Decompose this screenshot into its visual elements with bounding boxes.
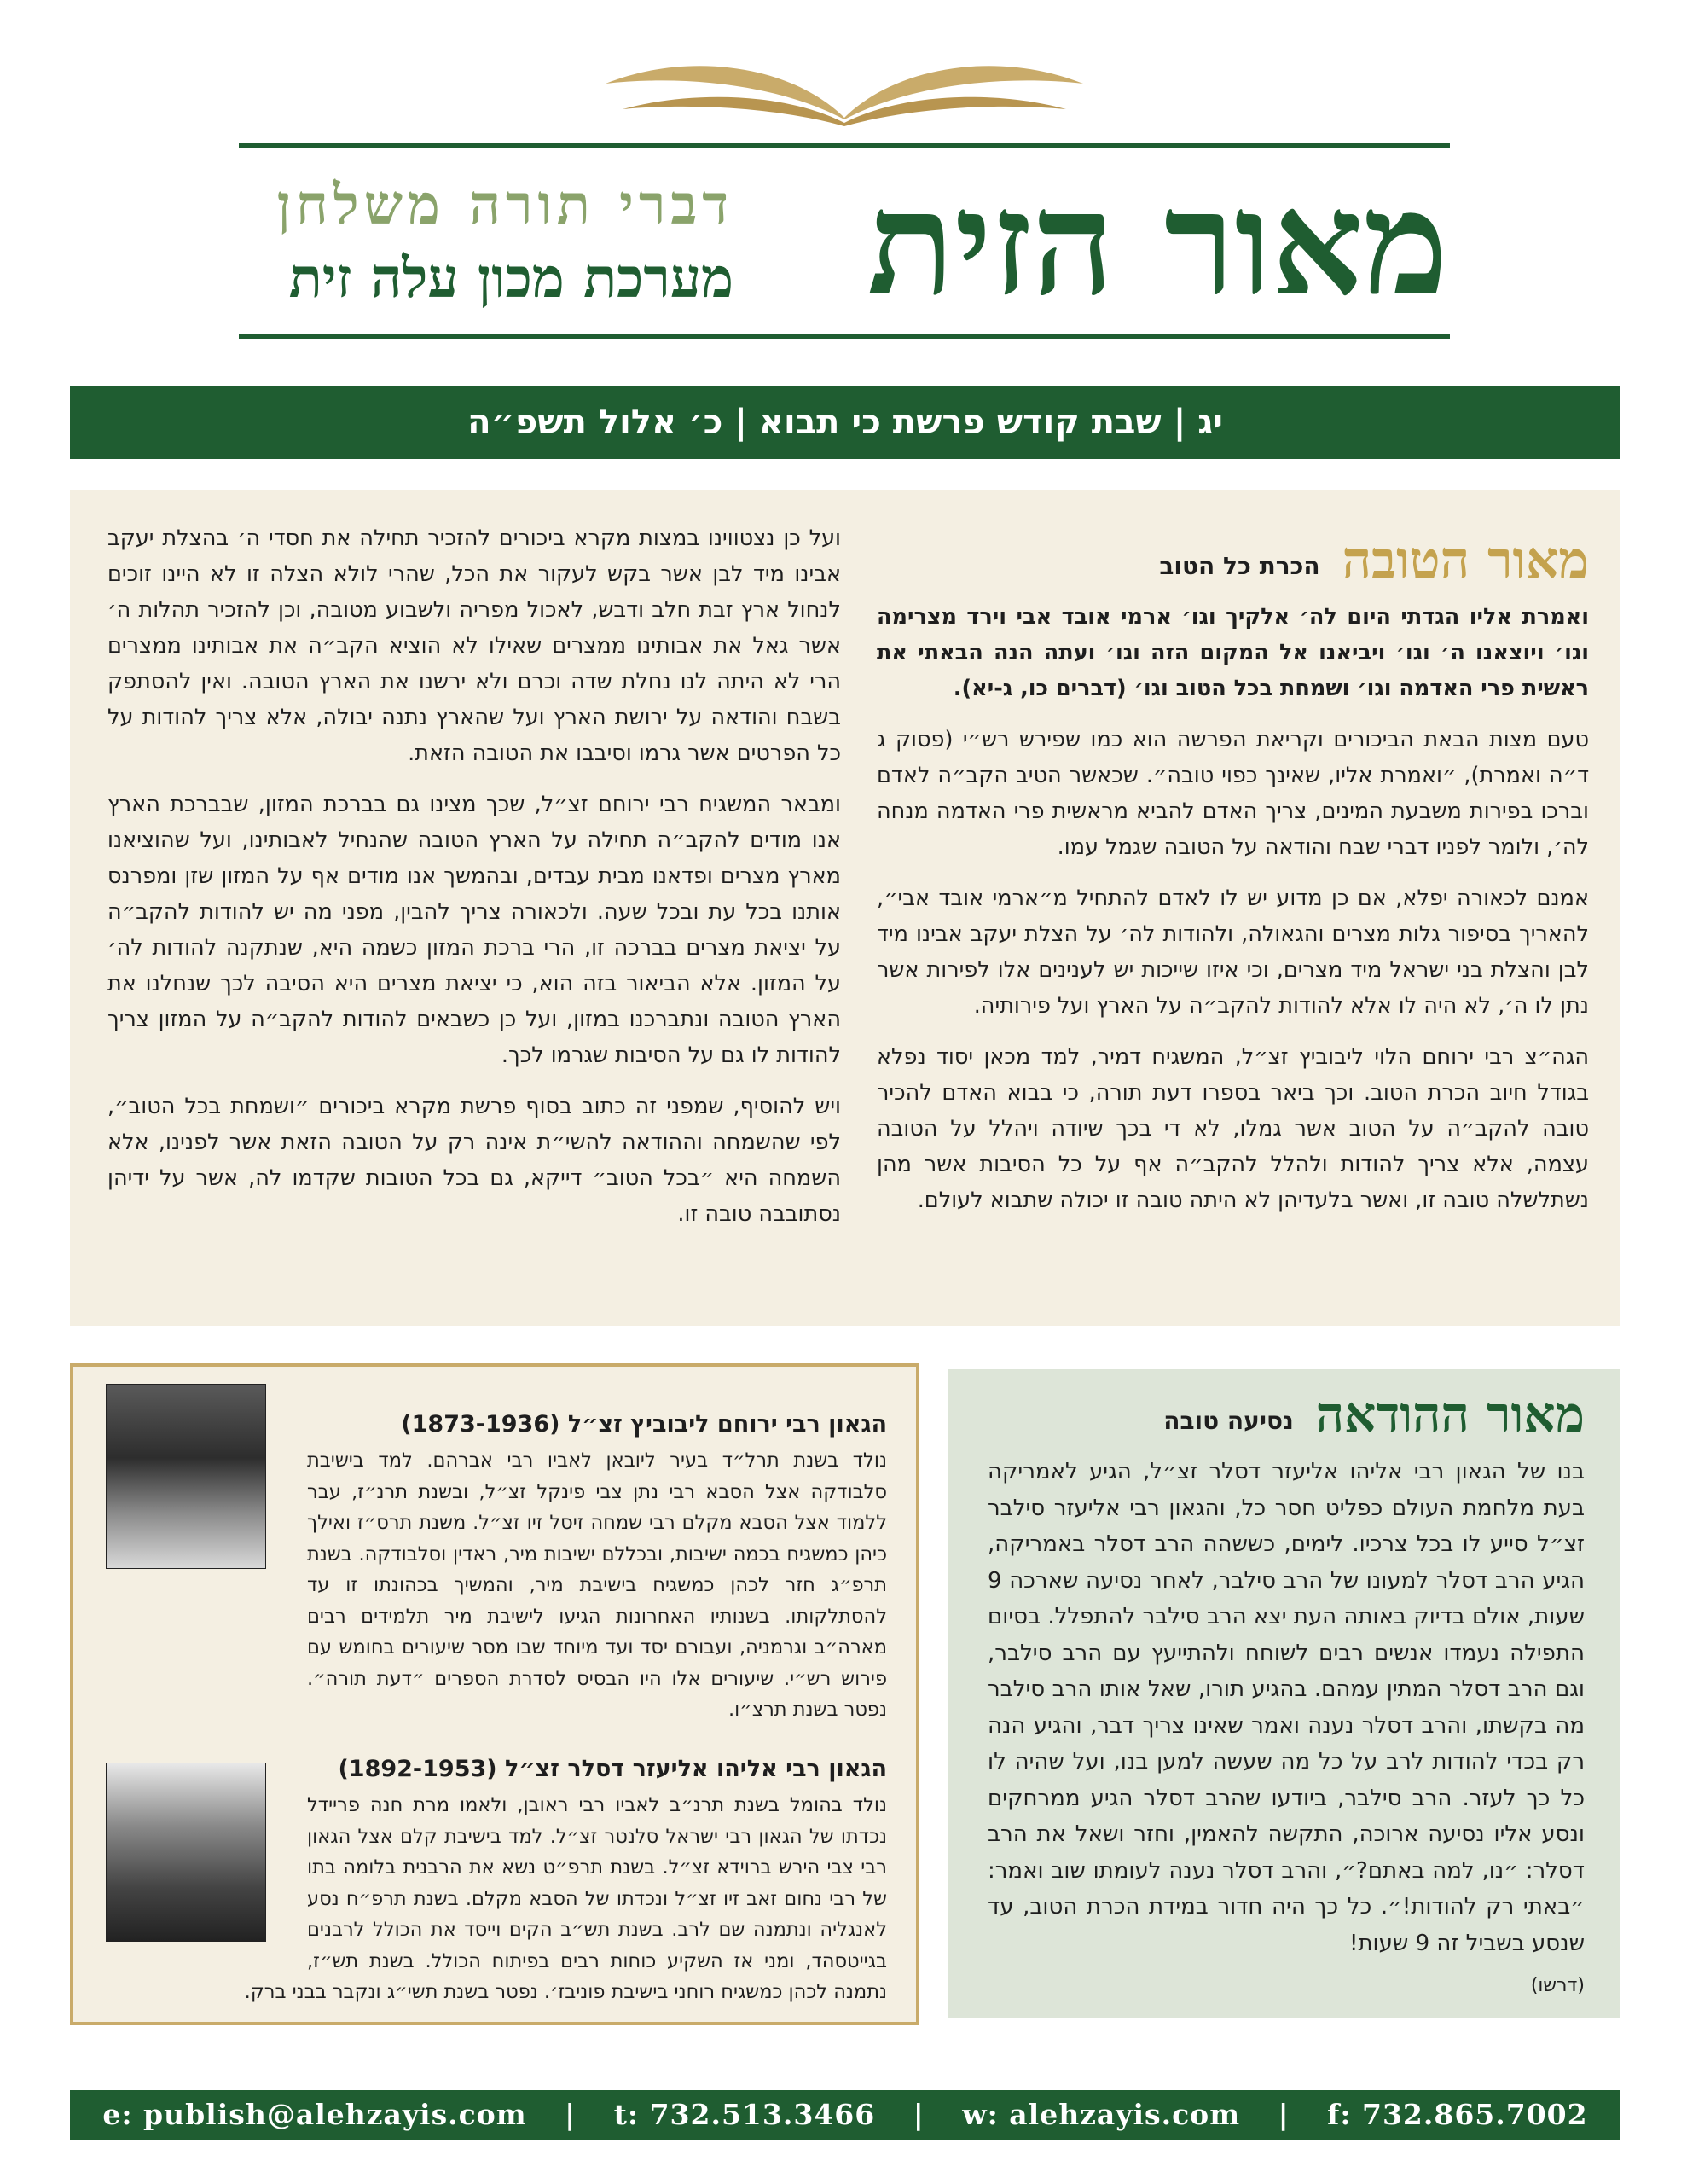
section-title-hodaa: מאור ההודאה <box>1315 1385 1585 1443</box>
article-paragraph: ויש להוסיף, שמפני זה כתוב בסוף פרשת מקרא ביכורים ״ושמחת בכל הטוב״, לפי שהשמחה וההודאה להשי״ת אינה רק על הטובה הזאת אשר לפנינו, אלא השמחה היא ״בכל הטוב״ דייקא, גם בכל הטובות שקדמו לה, אשר על ידיהן נסתובבה טובה זו. <box>107 1094 841 1227</box>
source-attribution: (דרשו) <box>1530 1975 1585 1996</box>
footer-fax: f: 732.865.7002 <box>1327 2098 1588 2131</box>
verse-quote: ואמרת אליו הגדתי היום לה׳ אלקיך וגו׳ ארמי אובד אבי וירד מצרימה וגו׳ ויוצאנו ה׳ וגו׳ ויביאנו אל המקום הזה וגו׳ ועתה הנה הבאתי את ראשית פרי האדמה וגו׳ ושמחת בכל הטוב וגו׳ (דברים כו, ג-יא). <box>877 604 1589 701</box>
footer-separator: | <box>1278 2098 1290 2131</box>
article-column-left <box>107 520 841 1247</box>
article-paragraph: הגה״צ רבי ירוחם הלוי ליבוביץ זצ״ל, המשגיח דמיר, למד מכאן יסוד נפלא בגודל חיוב הכרת הטוב. וכך ביאר בספרו דעת תורה, כי בבוא האדם להכיר טובה להקב״ה על הטוב אשר גמלו, לא די בכך שיודה ויהלל על הטובה עצמה, אלא צריך להודות ולהלל להקב״ה אף על כל הסיבות אשר מהן נשתלשלה טובה זו, ואשר בלעדיהן לא היתה טובה זו יכולה שתבוא לעולם. <box>877 1044 1589 1213</box>
biography-dessler <box>136 1751 887 2008</box>
footer-phone[interactable]: t: 732.513.3466 <box>613 2098 876 2131</box>
section-subtitle-tova: הכרת כל הטוב <box>1159 552 1320 580</box>
footer-website[interactable]: w: alehzayis.com <box>962 2098 1241 2131</box>
photo-spacer <box>136 1790 307 1969</box>
footer-email[interactable]: e: publish@alehzayis.com <box>102 2098 527 2131</box>
header-top-rule <box>239 143 1450 148</box>
footer-separator: | <box>913 2098 925 2131</box>
article-paragraph: בנו של הגאון רבי אליהו אליעזר דסלר זצ״ל, הגיע לאמריקה בעת מלחמת העולם כפליט חסר כל, והגאון רבי אליעזר סילבר זצ״ל סייע לו בכל צרכיו. לימים, כששהה הרב דסלר באמריקה, הגיע הרב דסלר למעונו של הרב סילבר, לאחר נסיעה שארכה 9 שעות, אולם בדיוק באותה העת יצא הרב סילבר להתפלל. בסיום התפילה נעמדו אנשים רבים לשוחח ולהתייעץ עם הרב סילבר, וגם הרב דסלר המתין עמהם. בהגיע תורו, שאל אותו הרב סילבר מה בקשתו, והרב דסלר נענה ואמר שאינו צריך דבר, והגיע הנה רק בכדי להודות לרב על כל מה שעשה למען בנו, ועל שהיה לו כל כך לעזר. הרב סילבר, ביודעו שהרב דסלר הגיע ממרחקים ונסע אליו נסיעה ארוכה, התקשה להאמין, וחזר ושאל את הרב דסלר: ״נו, למה באתם?״, והרב דסלר נענה לעומתו שוב ואמר: ״באתי רק להודות!״. כל כך היה חדור במידת הכרת הטוב, עד שנסע בשביל זה 9 שעות! <box>988 1459 1585 1956</box>
biography-text: נולד בשנת תרל״ד בעיר ליובאן לאביו רבי אברהם. למד בישיבת סלבודקה אצל הסבא רבי נתן צבי פינקל זצ״ל, ובשנת תרנ״ז, עבר ללמוד אצל הסבא מקלם רבי שמחה זיסל זיו זצ״ל. משנת תרס״ז ואילך כיהן כמשגיח בכמה ישיבות, ובכללם ישיבות מיר, ראדין וסלבודקה. בשנת תרפ״ג חזר לכהן כמשגיח בישיבת מיר, והמשיך בכהונתו זו עד להסתלקותו. בשנותיו האחרונות הגיעו לישיבת מיר תלמידים רבים מארה״ב וגרמניה, ועבורם יסד ועד מיוחד שבו מסר שיעורים בחומש עם פירוש רש״י. שיעורים אלו היו הבסיס לסדרת הספרים ״דעת תורה״. נפטר בשנת תרצ״ו. <box>307 1449 887 1721</box>
masthead-subtitle-line1: דברי תורה משלחן <box>276 173 733 237</box>
photo-spacer <box>136 1445 307 1693</box>
biography-title: הגאון רבי אליהו אליעזר דסלר זצ״ל (1892-1953) <box>338 1756 887 1782</box>
biography-title: הגאון רבי ירוחם ליבוביץ זצ״ל (1873-1936) <box>401 1411 887 1438</box>
article-paragraph: טעם מצות הבאת הביכורים וקריאת הפרשה הוא כמו שפירש רש״י (פסוק ג ד״ה ואמרת), ״ואמרת אליו, שאינך כפוי טובה״. שכאשר הטיב הקב״ה לאדם וברכו בפירות משבעת המינים, צריך האדם להביא מראשית פרי האדמה מנחה לה׳, ולומר לפניו דברי שבח והודאה על הטובה שגמל עמו. <box>877 727 1589 860</box>
header-bottom-rule <box>239 334 1450 339</box>
biography-body <box>136 1445 887 1726</box>
article-column-hodaa <box>988 1384 1585 2005</box>
biography-text: נולד בהומל בשנת תרנ״ב לאביו רבי ראובן, ולאמו מרת חנה פריידל נכדתו של הגאון רבי ישראל סלנטר זצ״ל. למד בישיבת קלם אצל הגאון רבי צבי הירש ברוידא זצ״ל. בשנת תרפ״ט נשא את הרבנית בלומה בתו של רבי נחום זאב זיו זצ״ל ונכדתו של הסבא מקלם. בשנת תרפ״ח נסע לאנגליה ונתמנה שם לרב. בשנת תש״ב הקים וייסד את הכולל לרבנים בגייטסהד, ומני אז השקיע כוחות רבים בפיתוח הכולל. בשנת תש״ז, נתמנה לכהן כמשגיח רוחני בישיבת פוניבז׳. נפטר בשנת תשי״ג ונקבר בבני ברק. <box>244 1794 887 2003</box>
biography-body <box>136 1790 887 2008</box>
masthead-subtitle-line2: מערכת מכון עלה זית <box>288 247 733 311</box>
section-subtitle-hodaa: נסיעה טובה <box>1163 1407 1294 1435</box>
article-column-right <box>877 531 1589 1234</box>
section-header-tova <box>877 531 1589 590</box>
article-paragraph: ומבאר המשגיח רבי ירוחם זצ״ל, שכך מצינו גם בברכת המזון, שבברכת הארץ אנו מודים להקב״ה תחילה על הארץ הטובה שהנחיל לאבותינו, ועל שהוציאנו מארץ מצרים ופדאנו מבית עבדים, ובהמשך אנו מודים אף על המזון שזן ומפרנס אותנו בכל עת ובכל שעה. ולכאורה צריך להבין, מפני מה יש להודות להקב״ה על יציאת מצרים בברכה זו, הרי ברכת המזון כשמה היא, שנתקנה להודות לה׳ על המזון. אלא הביאור בזה הוא, כי יציאת מצרים היא הסיבה לכך שנחלנו את הארץ הטובה ונתברכנו במזון, ועל כן כשבאים להודות להקב״ה על המזון צריך להודות לו גם על הסיבות שגרמו לכך. <box>107 792 841 1068</box>
issue-bar: יג | שבת קודש פרשת כי תבוא | כ׳ אלול תשפ״ה <box>70 386 1620 459</box>
section-title-tova: מאור הטובה <box>1342 531 1589 590</box>
open-book-logo-icon <box>588 49 1100 126</box>
footer-separator: | <box>565 2098 577 2131</box>
biography-yerucham <box>136 1406 887 1726</box>
article-paragraph: אמנם לכאורה יפלא, אם כן מדוע יש לו לאדם להתחיל מ״ארמי אובד אבי״, להאריך בסיפור גלות מצרים והגאולה, ולהודות לה׳ על הצלת יעקב אבינו מיד לבן והצלת בני ישראל מיד מצרים, וכי איזו שייכות יש לענינים אלו לפירות אשר נתן לו ה׳, לא היה לו אלא להודות להקב״ה על הארץ ועל פירותיה. <box>877 886 1589 1019</box>
section-header-hodaa <box>988 1384 1585 1445</box>
masthead-subtitle <box>239 169 733 316</box>
masthead-title: מאור הזית <box>867 159 1448 328</box>
article-paragraph: ועל כן נצטווינו במצות מקרא ביכורים להזכיר תחילה את חסדי ה׳ בהצלת יעקב אבינו מיד לבן אשר בקש לעקור את הכל, שהרי לולא הצלה זו לא היינו זוכים לנחול ארץ זבת חלב ודבש, לאכול מפריה ולשבוע מטובה, וכן להזכיר תהלות ה׳ אשר גאל את אבותינו ממצרים שאילו לא הוציא הקב״ה את אבותינו ממצרים הרי לא היתה לנו נחלת שדה וכרם ולא ירשנו את הארץ הטובה. ואין להסתפק בשבח והודאה על ירושת הארץ ועל שהארץ נתנה יבולה, אלא צריך להודות על כל הפרטים אשר גרמו וסיבבו את הטובה הזאת. <box>107 526 841 766</box>
contact-footer <box>70 2090 1620 2140</box>
